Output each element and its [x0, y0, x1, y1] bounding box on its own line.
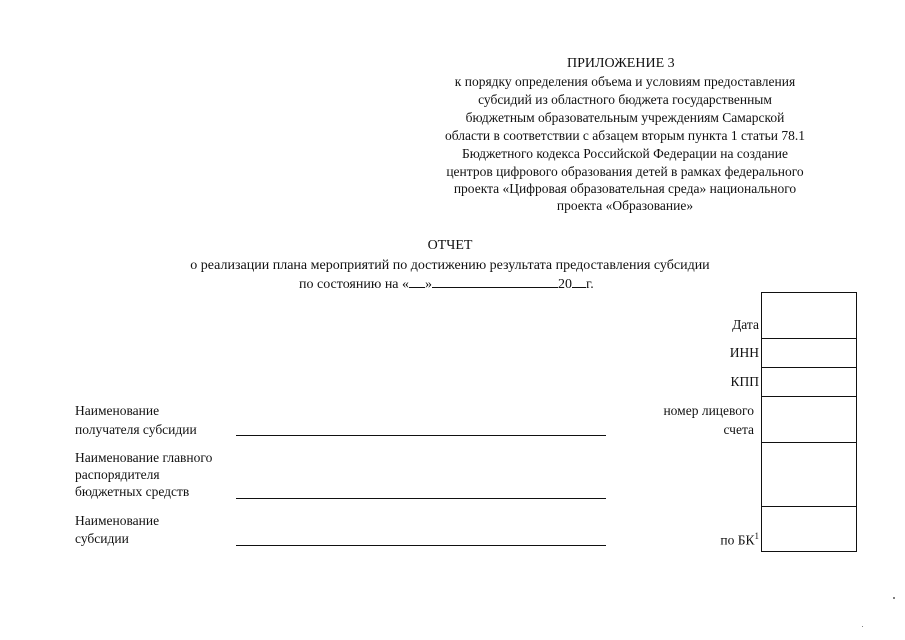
bk-footnote-marker: 1 — [754, 531, 759, 541]
annex-line-5: Бюджетного кодекса Российской Федерации на создание — [462, 146, 788, 161]
scan-speck — [862, 626, 863, 627]
annex-line-3: бюджетным образовательным учреждениям Самарской — [465, 110, 785, 125]
subsidy-label-line-2: субсидии — [75, 531, 129, 546]
codes-row-divider — [762, 367, 856, 368]
bk-code-label — [720, 531, 759, 549]
bk-label-text: по БК — [720, 532, 755, 548]
recipient-label-line-1: Наименование — [75, 403, 160, 418]
annex-line-6: центров цифрового образования детей в рамках федерального — [446, 164, 804, 179]
kpp-code-label: КПП — [730, 374, 759, 389]
annex-line-4: области в соответствии с абзацем вторым пункта 1 статьи 78.1 — [445, 128, 805, 143]
day-blank[interactable] — [409, 274, 425, 288]
manager-fill-line[interactable] — [236, 498, 606, 499]
date-code-label: Дата — [732, 317, 759, 332]
inn-code-label: ИНН — [729, 345, 759, 360]
account-label-line-2: счета — [723, 422, 754, 437]
annex-line-8: проекта «Образование» — [556, 198, 694, 213]
recipient-fill-line[interactable] — [236, 435, 606, 436]
recipient-label-line-2: получателя субсидии — [75, 422, 197, 437]
subsidy-fill-line[interactable] — [236, 545, 606, 546]
annex-line-1: к порядку определения объема и условиям предоставления — [454, 74, 796, 89]
annex-line-7: проекта «Цифровая образовательная среда» национального — [453, 181, 797, 196]
scan-speck — [893, 597, 895, 599]
manager-label-line-3: бюджетных средств — [75, 484, 190, 499]
codes-row-divider — [762, 396, 856, 397]
report-date-line — [299, 274, 594, 293]
codes-table — [761, 292, 857, 552]
date-suffix: г. — [586, 277, 594, 292]
codes-row-divider — [762, 442, 856, 443]
report-title: ОТЧЕТ — [427, 238, 473, 253]
manager-label-line-1: Наименование главного — [75, 450, 213, 465]
date-year: 20 — [558, 277, 573, 292]
manager-label — [75, 450, 245, 500]
recipient-label — [75, 403, 245, 438]
year-blank[interactable] — [572, 274, 586, 288]
codes-row-divider — [762, 338, 856, 339]
subsidy-label — [75, 513, 245, 547]
annex-title: ПРИЛОЖЕНИЕ 3 — [567, 56, 675, 71]
codes-row-divider — [762, 506, 856, 507]
annex-line-2: субсидий из областного бюджета государственным — [478, 92, 772, 107]
subsidy-label-line-1: Наименование — [75, 513, 160, 528]
month-blank[interactable] — [432, 274, 558, 288]
report-subtitle: о реализации плана мероприятий по достижению результата предоставления субсидии — [190, 258, 710, 273]
date-prefix: по состоянию на « — [299, 277, 410, 292]
manager-label-line-2: распорядителя — [75, 467, 160, 482]
date-mid: » — [425, 277, 433, 292]
account-label-line-1: номер лицевого — [663, 403, 754, 418]
